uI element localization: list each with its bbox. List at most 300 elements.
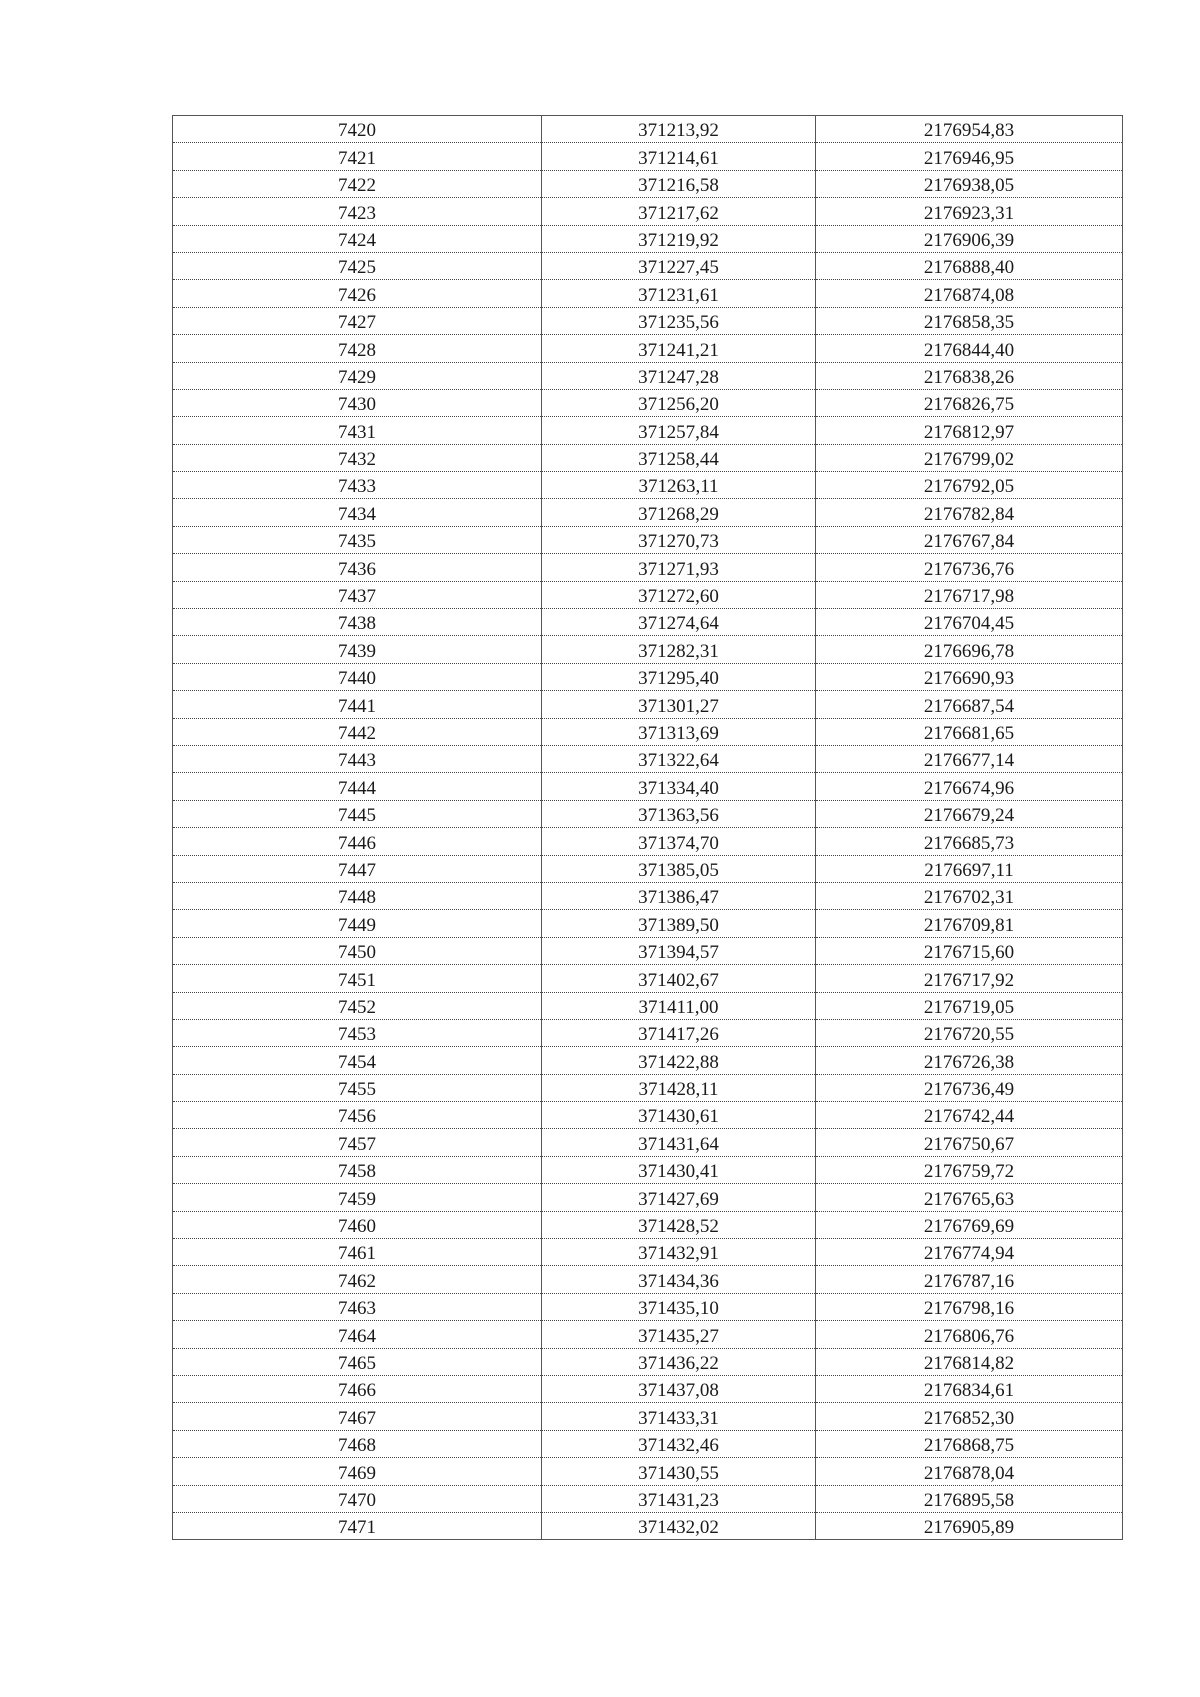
cell-text: 2176750,67 — [923, 1133, 1015, 1155]
x-coordinate-cell — [542, 1129, 816, 1156]
cell-text: 2176687,54 — [923, 695, 1015, 717]
cell-text: 371436,22 — [638, 1352, 719, 1374]
coordinates-table — [172, 115, 1123, 1540]
table-row — [173, 1348, 1123, 1375]
cell-text: 7451 — [338, 969, 376, 991]
cell-text: 2176709,81 — [923, 914, 1015, 936]
cell-text: 7449 — [338, 914, 376, 936]
point-number-cell — [173, 800, 542, 827]
table-row — [173, 116, 1123, 143]
y-coordinate-cell — [816, 1430, 1123, 1457]
cell-text: 2176696,78 — [923, 640, 1015, 662]
cell-text: 7427 — [338, 312, 376, 334]
x-coordinate-cell — [542, 499, 816, 526]
cell-text: 2176702,31 — [923, 887, 1015, 909]
cell-text: 7462 — [338, 1270, 376, 1292]
point-number-cell — [173, 882, 542, 909]
cell-text: 7429 — [338, 366, 376, 388]
point-number-cell — [173, 1211, 542, 1238]
cell-text: 7453 — [338, 1024, 376, 1046]
cell-text: 7460 — [338, 1216, 376, 1238]
table-row — [173, 745, 1123, 772]
cell-text: 2176906,39 — [923, 229, 1015, 251]
point-number-cell — [173, 1375, 542, 1402]
point-number-cell — [173, 718, 542, 745]
cell-text: 7422 — [338, 175, 376, 197]
x-coordinate-cell — [542, 581, 816, 608]
table-row — [173, 1375, 1123, 1402]
y-coordinate-cell — [816, 526, 1123, 553]
cell-text: 2176674,96 — [923, 777, 1015, 799]
cell-text: 7454 — [338, 1051, 376, 1073]
cell-text: 7424 — [338, 229, 376, 251]
cell-text: 2176806,76 — [923, 1325, 1015, 1347]
y-coordinate-cell — [816, 800, 1123, 827]
cell-text: 7469 — [338, 1462, 376, 1484]
y-coordinate-cell — [816, 554, 1123, 581]
x-coordinate-cell — [542, 1074, 816, 1101]
table-row — [173, 1239, 1123, 1266]
point-number-cell — [173, 1430, 542, 1457]
x-coordinate-cell — [542, 170, 816, 197]
cell-text: 371301,27 — [638, 695, 719, 717]
cell-text: 7428 — [338, 339, 376, 361]
cell-text: 371256,20 — [638, 394, 719, 416]
x-coordinate-cell — [542, 472, 816, 499]
cell-text: 2176677,14 — [923, 750, 1015, 772]
point-number-cell — [173, 444, 542, 471]
x-coordinate-cell — [542, 444, 816, 471]
cell-text: 2176878,04 — [923, 1462, 1015, 1484]
cell-text: 7464 — [338, 1325, 376, 1347]
y-coordinate-cell — [816, 1074, 1123, 1101]
cell-text: 371428,52 — [638, 1216, 719, 1238]
cell-text: 7421 — [338, 147, 376, 169]
point-number-cell — [173, 1129, 542, 1156]
table-row — [173, 225, 1123, 252]
y-coordinate-cell — [816, 1266, 1123, 1293]
cell-text: 371428,11 — [638, 1079, 719, 1101]
table-row — [173, 1047, 1123, 1074]
cell-text: 7431 — [338, 421, 376, 443]
cell-text: 2176726,38 — [923, 1051, 1015, 1073]
point-number-cell — [173, 910, 542, 937]
cell-text: 2176769,69 — [923, 1216, 1015, 1238]
point-number-cell — [173, 225, 542, 252]
x-coordinate-cell — [542, 1211, 816, 1238]
point-number-cell — [173, 554, 542, 581]
x-coordinate-cell — [542, 965, 816, 992]
table-row — [173, 1266, 1123, 1293]
cell-text: 2176679,24 — [923, 805, 1015, 827]
point-number-cell — [173, 252, 542, 279]
cell-text: 7458 — [338, 1161, 376, 1183]
table-row — [173, 965, 1123, 992]
y-coordinate-cell — [816, 1129, 1123, 1156]
cell-text: 7425 — [338, 257, 376, 279]
cell-text: 2176697,11 — [924, 859, 1014, 881]
table-row — [173, 307, 1123, 334]
cell-text: 2176759,72 — [923, 1161, 1015, 1183]
cell-text: 2176720,55 — [923, 1024, 1015, 1046]
point-number-cell — [173, 745, 542, 772]
cell-text: 371217,62 — [638, 202, 719, 224]
cell-text: 2176719,05 — [923, 996, 1015, 1018]
point-number-cell — [173, 143, 542, 170]
cell-text: 371386,47 — [638, 887, 719, 909]
y-coordinate-cell — [816, 663, 1123, 690]
table-row — [173, 609, 1123, 636]
cell-text: 371270,73 — [638, 531, 719, 553]
cell-text: 7430 — [338, 394, 376, 416]
x-coordinate-cell — [542, 910, 816, 937]
cell-text: 7450 — [338, 942, 376, 964]
y-coordinate-cell — [816, 143, 1123, 170]
cell-text: 371430,61 — [638, 1106, 719, 1128]
x-coordinate-cell — [542, 252, 816, 279]
cell-text: 7461 — [338, 1243, 376, 1265]
cell-text: 2176736,76 — [923, 558, 1015, 580]
cell-text: 7457 — [338, 1133, 376, 1155]
table-row — [173, 1102, 1123, 1129]
x-coordinate-cell — [542, 1512, 816, 1539]
point-number-cell — [173, 1485, 542, 1512]
cell-text: 7442 — [338, 722, 376, 744]
cell-text: 2176946,95 — [923, 147, 1015, 169]
point-number-cell — [173, 609, 542, 636]
cell-text: 371219,92 — [638, 229, 719, 251]
cell-text: 2176765,63 — [923, 1188, 1015, 1210]
table-row — [173, 663, 1123, 690]
point-number-cell — [173, 581, 542, 608]
y-coordinate-cell — [816, 280, 1123, 307]
cell-text: 7426 — [338, 284, 376, 306]
cell-text: 371295,40 — [638, 668, 719, 690]
cell-text: 371389,50 — [638, 914, 719, 936]
y-coordinate-cell — [816, 362, 1123, 389]
cell-text: 7463 — [338, 1298, 376, 1320]
y-coordinate-cell — [816, 965, 1123, 992]
cell-text: 2176858,35 — [923, 312, 1015, 334]
cell-text: 7439 — [338, 640, 376, 662]
x-coordinate-cell — [542, 143, 816, 170]
cell-text: 7433 — [338, 476, 376, 498]
x-coordinate-cell — [542, 1321, 816, 1348]
table-row — [173, 280, 1123, 307]
point-number-cell — [173, 307, 542, 334]
y-coordinate-cell — [816, 636, 1123, 663]
cell-text: 371422,88 — [638, 1051, 719, 1073]
cell-text: 7436 — [338, 558, 376, 580]
cell-text: 2176717,92 — [923, 969, 1015, 991]
point-number-cell — [173, 1074, 542, 1101]
cell-text: 2176852,30 — [923, 1407, 1015, 1429]
table-row — [173, 499, 1123, 526]
table-row — [173, 828, 1123, 855]
cell-text: 371231,61 — [638, 284, 719, 306]
cell-text: 371274,64 — [638, 613, 719, 635]
y-coordinate-cell — [816, 252, 1123, 279]
point-number-cell — [173, 116, 542, 143]
cell-text: 371437,08 — [638, 1380, 719, 1402]
cell-text: 7432 — [338, 449, 376, 471]
table-row — [173, 910, 1123, 937]
cell-text: 7465 — [338, 1352, 376, 1374]
table-row — [173, 1430, 1123, 1457]
x-coordinate-cell — [542, 1403, 816, 1430]
table-row — [173, 800, 1123, 827]
point-number-cell — [173, 1348, 542, 1375]
x-coordinate-cell — [542, 116, 816, 143]
x-coordinate-cell — [542, 1458, 816, 1485]
y-coordinate-cell — [816, 1239, 1123, 1266]
cell-text: 371385,05 — [638, 859, 719, 881]
x-coordinate-cell — [542, 882, 816, 909]
x-coordinate-cell — [542, 335, 816, 362]
point-number-cell — [173, 1266, 542, 1293]
table-row — [173, 444, 1123, 471]
y-coordinate-cell — [816, 910, 1123, 937]
cell-text: 2176685,73 — [923, 832, 1015, 854]
point-number-cell — [173, 198, 542, 225]
point-number-cell — [173, 1512, 542, 1539]
x-coordinate-cell — [542, 800, 816, 827]
table-row — [173, 1403, 1123, 1430]
table-row — [173, 882, 1123, 909]
cell-text: 7466 — [338, 1380, 376, 1402]
x-coordinate-cell — [542, 554, 816, 581]
point-number-cell — [173, 1239, 542, 1266]
cell-text: 2176742,44 — [923, 1106, 1015, 1128]
x-coordinate-cell — [542, 609, 816, 636]
cell-text: 2176774,94 — [923, 1243, 1015, 1265]
y-coordinate-cell — [816, 718, 1123, 745]
x-coordinate-cell — [542, 745, 816, 772]
cell-text: 7456 — [338, 1106, 376, 1128]
cell-text: 371258,44 — [638, 449, 719, 471]
cell-text: 2176888,40 — [923, 257, 1015, 279]
cell-text: 7467 — [338, 1407, 376, 1429]
point-number-cell — [173, 937, 542, 964]
y-coordinate-cell — [816, 417, 1123, 444]
cell-text: 2176798,16 — [923, 1298, 1015, 1320]
cell-text: 7420 — [338, 120, 376, 142]
point-number-cell — [173, 1403, 542, 1430]
cell-text: 2176782,84 — [923, 503, 1015, 525]
cell-text: 371417,26 — [638, 1024, 719, 1046]
point-number-cell — [173, 1458, 542, 1485]
y-coordinate-cell — [816, 1019, 1123, 1046]
y-coordinate-cell — [816, 335, 1123, 362]
cell-text: 371363,56 — [638, 805, 719, 827]
x-coordinate-cell — [542, 718, 816, 745]
cell-text: 2176717,98 — [923, 586, 1015, 608]
table-row — [173, 1485, 1123, 1512]
cell-text: 7452 — [338, 996, 376, 1018]
y-coordinate-cell — [816, 1184, 1123, 1211]
cell-text: 2176938,05 — [923, 175, 1015, 197]
table-row — [173, 1512, 1123, 1539]
table-row — [173, 1019, 1123, 1046]
y-coordinate-cell — [816, 1211, 1123, 1238]
cell-text: 371411,00 — [638, 996, 719, 1018]
point-number-cell — [173, 417, 542, 444]
table-row — [173, 718, 1123, 745]
cell-text: 2176812,97 — [923, 421, 1015, 443]
y-coordinate-cell — [816, 992, 1123, 1019]
point-number-cell — [173, 335, 542, 362]
cell-text: 371431,23 — [638, 1489, 719, 1511]
point-number-cell — [173, 855, 542, 882]
point-number-cell — [173, 389, 542, 416]
point-number-cell — [173, 1184, 542, 1211]
cell-text: 7444 — [338, 777, 376, 799]
cell-text: 7443 — [338, 750, 376, 772]
x-coordinate-cell — [542, 1293, 816, 1320]
y-coordinate-cell — [816, 389, 1123, 416]
x-coordinate-cell — [542, 773, 816, 800]
y-coordinate-cell — [816, 1512, 1123, 1539]
point-number-cell — [173, 526, 542, 553]
cell-text: 2176792,05 — [923, 476, 1015, 498]
cell-text: 371235,56 — [638, 312, 719, 334]
cell-text: 7455 — [338, 1079, 376, 1101]
point-number-cell — [173, 1321, 542, 1348]
cell-text: 371435,10 — [638, 1298, 719, 1320]
table-row — [173, 937, 1123, 964]
table-row — [173, 362, 1123, 389]
point-number-cell — [173, 1293, 542, 1320]
table-row — [173, 526, 1123, 553]
point-number-cell — [173, 663, 542, 690]
x-coordinate-cell — [542, 198, 816, 225]
x-coordinate-cell — [542, 362, 816, 389]
y-coordinate-cell — [816, 581, 1123, 608]
table-row — [173, 143, 1123, 170]
cell-text: 371430,41 — [638, 1161, 719, 1183]
y-coordinate-cell — [816, 1403, 1123, 1430]
table-row — [173, 1129, 1123, 1156]
table-row — [173, 1293, 1123, 1320]
x-coordinate-cell — [542, 1485, 816, 1512]
y-coordinate-cell — [816, 828, 1123, 855]
x-coordinate-cell — [542, 1047, 816, 1074]
x-coordinate-cell — [542, 1266, 816, 1293]
y-coordinate-cell — [816, 1485, 1123, 1512]
y-coordinate-cell — [816, 773, 1123, 800]
cell-text: 7445 — [338, 805, 376, 827]
cell-text: 2176736,49 — [923, 1079, 1015, 1101]
cell-text: 371227,45 — [638, 257, 719, 279]
x-coordinate-cell — [542, 389, 816, 416]
table-row — [173, 389, 1123, 416]
point-number-cell — [173, 992, 542, 1019]
cell-text: 2176834,61 — [923, 1380, 1015, 1402]
y-coordinate-cell — [816, 745, 1123, 772]
x-coordinate-cell — [542, 636, 816, 663]
cell-text: 2176690,93 — [923, 668, 1015, 690]
x-coordinate-cell — [542, 1375, 816, 1402]
cell-text: 2176787,16 — [923, 1270, 1015, 1292]
y-coordinate-cell — [816, 116, 1123, 143]
table-row — [173, 1074, 1123, 1101]
y-coordinate-cell — [816, 472, 1123, 499]
x-coordinate-cell — [542, 1348, 816, 1375]
cell-text: 7434 — [338, 503, 376, 525]
x-coordinate-cell — [542, 225, 816, 252]
point-number-cell — [173, 1102, 542, 1129]
cell-text: 371263,11 — [638, 476, 719, 498]
table-row — [173, 1211, 1123, 1238]
cell-text: 371334,40 — [638, 777, 719, 799]
point-number-cell — [173, 280, 542, 307]
y-coordinate-cell — [816, 855, 1123, 882]
point-number-cell — [173, 773, 542, 800]
cell-text: 2176704,45 — [923, 613, 1015, 635]
table-row — [173, 252, 1123, 279]
cell-text: 7435 — [338, 531, 376, 553]
point-number-cell — [173, 965, 542, 992]
x-coordinate-cell — [542, 526, 816, 553]
cell-text: 371241,21 — [638, 339, 719, 361]
y-coordinate-cell — [816, 937, 1123, 964]
cell-text: 371434,36 — [638, 1270, 719, 1292]
point-number-cell — [173, 1156, 542, 1183]
table-row — [173, 472, 1123, 499]
point-number-cell — [173, 636, 542, 663]
table-row — [173, 335, 1123, 362]
y-coordinate-cell — [816, 1458, 1123, 1485]
y-coordinate-cell — [816, 1375, 1123, 1402]
cell-text: 371272,60 — [638, 586, 719, 608]
y-coordinate-cell — [816, 1348, 1123, 1375]
cell-text: 371213,92 — [638, 120, 719, 142]
cell-text: 2176814,82 — [923, 1352, 1015, 1374]
table-row — [173, 636, 1123, 663]
cell-text: 371257,84 — [638, 421, 719, 443]
table-row — [173, 170, 1123, 197]
table-row — [173, 554, 1123, 581]
cell-text: 2176826,75 — [923, 394, 1015, 416]
y-coordinate-cell — [816, 882, 1123, 909]
cell-text: 7448 — [338, 887, 376, 909]
cell-text: 371432,46 — [638, 1435, 719, 1457]
cell-text: 371433,31 — [638, 1407, 719, 1429]
cell-text: 2176874,08 — [923, 284, 1015, 306]
table-row — [173, 1184, 1123, 1211]
table-row — [173, 992, 1123, 1019]
cell-text: 7471 — [338, 1517, 376, 1539]
point-number-cell — [173, 499, 542, 526]
y-coordinate-cell — [816, 1321, 1123, 1348]
cell-text: 7441 — [338, 695, 376, 717]
x-coordinate-cell — [542, 663, 816, 690]
cell-text: 371247,28 — [638, 366, 719, 388]
cell-text: 371374,70 — [638, 832, 719, 854]
cell-text: 2176923,31 — [923, 202, 1015, 224]
cell-text: 2176715,60 — [923, 942, 1015, 964]
cell-text: 371394,57 — [638, 942, 719, 964]
cell-text: 371432,91 — [638, 1243, 719, 1265]
y-coordinate-cell — [816, 225, 1123, 252]
point-number-cell — [173, 828, 542, 855]
cell-text: 371271,93 — [638, 558, 719, 580]
cell-text: 371402,67 — [638, 969, 719, 991]
coordinates-table-body — [173, 116, 1123, 1540]
cell-text: 7440 — [338, 668, 376, 690]
y-coordinate-cell — [816, 170, 1123, 197]
cell-text: 371431,64 — [638, 1133, 719, 1155]
